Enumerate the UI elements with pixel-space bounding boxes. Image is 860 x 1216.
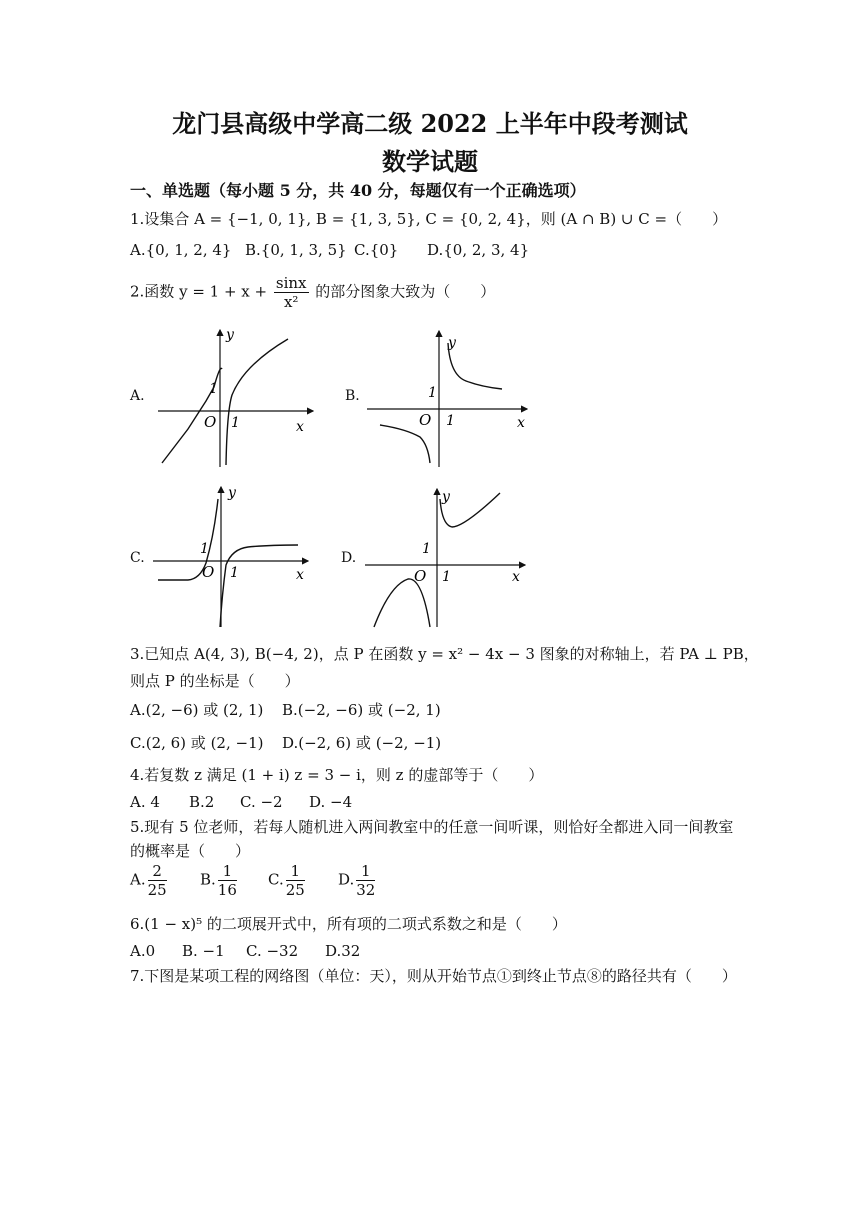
curve-right bbox=[220, 545, 298, 627]
question-4-option-a[interactable]: A. 4 bbox=[130, 793, 160, 811]
y-tick-1: 1 bbox=[200, 541, 209, 557]
option-label: B. bbox=[200, 870, 216, 889]
fraction-denominator: 16 bbox=[217, 881, 237, 899]
x-axis-label: x bbox=[296, 419, 304, 435]
question-4-option-b[interactable]: B.2 bbox=[189, 793, 215, 811]
graph-a-label: A. bbox=[130, 388, 145, 404]
x-tick-1: 1 bbox=[231, 415, 240, 431]
question-1-stem: 1.设集合 A = {−1, 0, 1}, B = {1, 3, 5}, C = {0, 2, 4}，则 (A ∩ B) ∪ C =（ ） bbox=[130, 210, 728, 228]
question-5-option-d[interactable] bbox=[338, 862, 377, 899]
y-tick-1: 1 bbox=[209, 381, 218, 397]
x-tick-1: 1 bbox=[230, 565, 239, 581]
section-header: 一、单选题（每小题 5 分，共 40 分，每题仅有一个正确选项） bbox=[130, 181, 586, 200]
question-3-option-d[interactable]: D.(−2, 6) 或 (−2, −1) bbox=[282, 734, 442, 752]
question-4-option-c[interactable]: C. −2 bbox=[240, 793, 283, 811]
graph-c-label: C. bbox=[130, 550, 145, 566]
x-tick-1: 1 bbox=[446, 413, 455, 429]
question-3-stem-2: 则点 P 的坐标是（ ） bbox=[130, 672, 300, 690]
question-1-option-b[interactable]: B.{0, 1, 3, 5} bbox=[245, 241, 347, 259]
question-6-option-c[interactable]: C. −32 bbox=[246, 942, 299, 960]
graph-c bbox=[148, 485, 328, 630]
question-4-stem: 4.若复数 z 满足 (1 + i) z = 3 − i，则 z 的虚部等于（ ） bbox=[130, 766, 544, 784]
x-tick-1: 1 bbox=[442, 569, 451, 585]
question-1-option-c[interactable]: C.{0} bbox=[354, 241, 399, 259]
question-6-option-b[interactable]: B. −1 bbox=[182, 942, 225, 960]
fraction-denominator: x² bbox=[283, 293, 299, 311]
origin-label: O bbox=[202, 563, 215, 581]
option-fraction bbox=[356, 862, 375, 899]
fraction-numerator: 1 bbox=[218, 862, 237, 881]
curve-left bbox=[374, 579, 430, 627]
question-1-option-d[interactable]: D.{0, 2, 3, 4} bbox=[427, 241, 530, 259]
option-fraction bbox=[218, 862, 237, 899]
x-axis-label: x bbox=[517, 415, 525, 431]
question-3-option-c[interactable]: C.(2, 6) 或 (2, −1) bbox=[130, 734, 264, 752]
origin-label: O bbox=[419, 411, 432, 429]
question-4-option-d[interactable]: D. −4 bbox=[309, 793, 353, 811]
fraction-numerator: sinx bbox=[275, 274, 307, 292]
graph-a bbox=[148, 325, 328, 470]
question-5-option-b[interactable] bbox=[200, 862, 239, 899]
question-7-stem: 7.下图是某项工程的网络图（单位：天），则从开始节点①到终止节点⑧的路径共有（ ） bbox=[130, 967, 737, 985]
graph-d-label: D. bbox=[341, 550, 357, 566]
page-title: 龙门县高级中学高二级 2022 上半年中段考测试 bbox=[172, 109, 688, 138]
origin-label: O bbox=[204, 413, 217, 431]
fraction-denominator: 32 bbox=[356, 881, 376, 899]
question-3-option-a[interactable]: A.(2, −6) 或 (2, 1) bbox=[130, 701, 264, 719]
curve-right bbox=[448, 343, 502, 389]
question-1-option-a[interactable]: A.{0, 1, 2, 4} bbox=[130, 241, 232, 259]
curve-right bbox=[226, 339, 288, 465]
y-axis-label: y bbox=[228, 485, 236, 501]
option-label: A. bbox=[130, 870, 146, 889]
question-6-stem: 6.(1 − x)⁵ 的二项展开式中，所有项的二项式系数之和是（ ） bbox=[130, 915, 567, 933]
question-2-stem-suffix: 的部分图象大致为（ ） bbox=[315, 282, 496, 301]
fraction-numerator: 1 bbox=[356, 862, 375, 881]
graph-d bbox=[360, 485, 540, 630]
origin-label: O bbox=[414, 567, 427, 585]
y-axis-label: y bbox=[448, 335, 456, 351]
fraction-numerator: 2 bbox=[148, 862, 167, 881]
question-2-fraction bbox=[274, 274, 309, 311]
graph-b-label: B. bbox=[345, 388, 360, 404]
graph-b bbox=[362, 325, 542, 470]
curve-left bbox=[380, 425, 430, 463]
question-6-option-a[interactable]: A.0 bbox=[130, 942, 156, 960]
question-2-stem-prefix: 2.函数 y = 1 + x + bbox=[130, 282, 268, 301]
fraction-numerator: 1 bbox=[286, 862, 305, 881]
question-5-option-a[interactable] bbox=[130, 862, 169, 899]
question-6-option-d[interactable]: D.32 bbox=[325, 942, 361, 960]
y-tick-1: 1 bbox=[422, 541, 431, 557]
question-5-option-c[interactable] bbox=[268, 862, 307, 899]
question-5-stem: 5.现有 5 位老师，若每人随机进入两间教室中的任意一间听课，则恰好全都进入同一间教室 bbox=[130, 818, 734, 836]
option-label: C. bbox=[268, 870, 284, 889]
fraction-denominator: 25 bbox=[147, 881, 167, 899]
y-axis-label: y bbox=[226, 327, 234, 343]
y-tick-1: 1 bbox=[428, 385, 437, 401]
question-2-stem bbox=[130, 274, 495, 311]
option-fraction bbox=[286, 862, 305, 899]
option-label: D. bbox=[338, 870, 355, 889]
fraction-denominator: 25 bbox=[285, 881, 305, 899]
x-axis-label: x bbox=[296, 567, 304, 583]
option-fraction bbox=[148, 862, 167, 899]
question-3-option-b[interactable]: B.(−2, −6) 或 (−2, 1) bbox=[282, 701, 441, 719]
question-3-stem: 3.已知点 A(4, 3), B(−4, 2)，点 P 在函数 y = x² − 4x − 3 图象的对称轴上，若 PA ⊥ PB， bbox=[130, 645, 759, 663]
x-axis-label: x bbox=[512, 569, 520, 585]
page-subtitle: 数学试题 bbox=[382, 147, 478, 176]
y-axis-label: y bbox=[442, 489, 450, 505]
question-5-stem-2: 的概率是（ ） bbox=[130, 842, 251, 860]
